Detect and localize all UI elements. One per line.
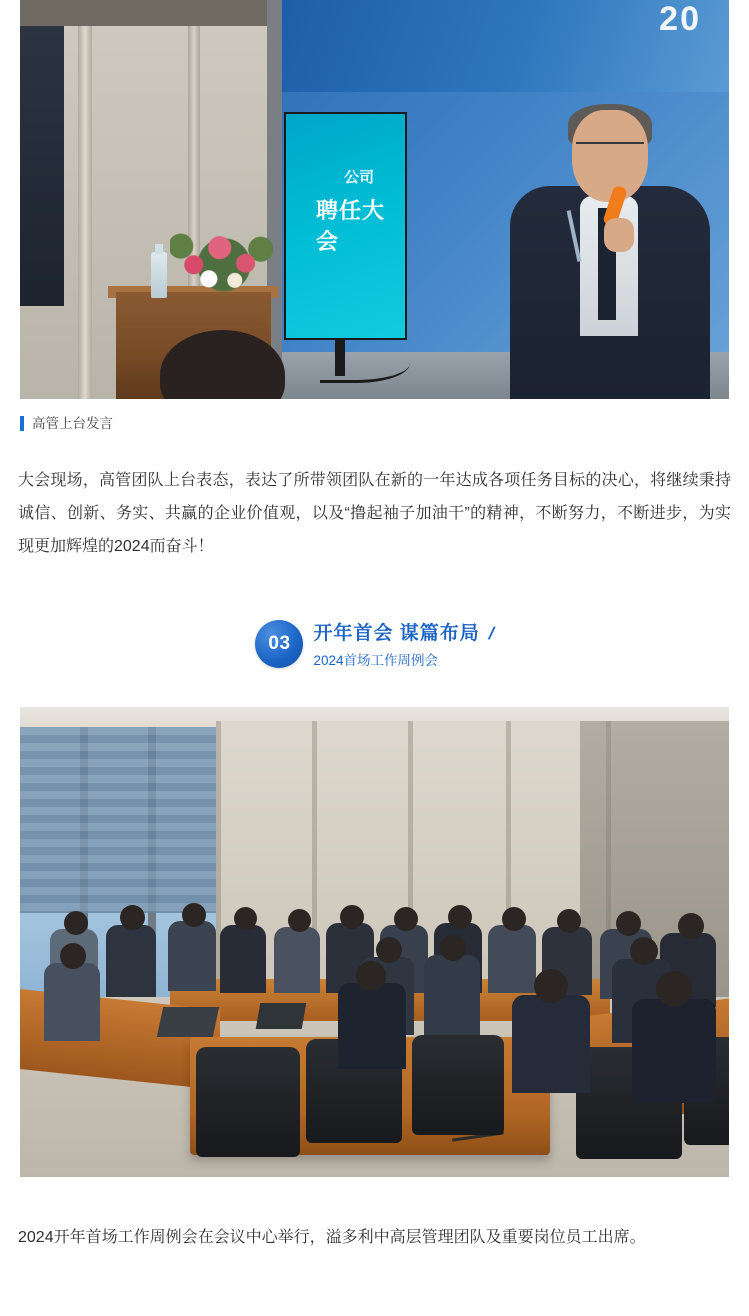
attendee-head	[440, 935, 466, 961]
photo-banner-text: 20	[659, 0, 701, 38]
photo-speaker-hand	[604, 218, 634, 252]
section-title: 开年首会 谋篇布局	[313, 623, 480, 644]
attendee-head	[678, 913, 704, 939]
attendee-head	[60, 943, 86, 969]
photo-water-bottle	[151, 252, 167, 298]
attendee-head	[288, 909, 311, 932]
attendee-head	[64, 911, 88, 935]
attendee-head	[448, 905, 472, 929]
attendee-head	[394, 907, 418, 931]
photo-tv-screen	[284, 112, 407, 340]
attendee	[106, 925, 156, 997]
section-number: 03	[268, 632, 291, 654]
section-heading-03	[0, 618, 749, 669]
photo-caption	[20, 416, 749, 431]
weekly-meeting-photo	[20, 707, 729, 1177]
photo-speaker-glasses	[576, 142, 644, 157]
photo-scene	[20, 0, 729, 399]
photo-tv-line2: 聘任大会	[316, 198, 386, 254]
attendee	[274, 927, 320, 993]
office-chair	[196, 1047, 300, 1157]
caption-accent-bar	[20, 416, 24, 431]
attendee	[424, 955, 480, 1035]
attendee	[168, 921, 216, 991]
photo-flower-arrangement	[170, 218, 278, 296]
attendee-head	[234, 907, 257, 930]
caption-text: 高管上台发言	[32, 415, 113, 431]
attendee-head	[557, 909, 581, 933]
paragraph-1: 大会现场，高管团队上台表态，表达了所带领团队在新的一年达成各项任务目标的决心，将继续秉持诚信、创新、务实、共赢的企业价值观，以及“撸起袖子加油干”的精神，不断努力，不断进步，为实现更加辉煌的2024而奋斗！	[18, 472, 731, 555]
photo-tv-stand	[335, 336, 345, 376]
attendee-front	[512, 995, 590, 1093]
attendee	[220, 925, 266, 993]
attendee-head	[616, 911, 641, 936]
attendee-front	[338, 983, 406, 1069]
attendee-front	[632, 999, 716, 1103]
paragraph-2: 2024开年首场工作周例会在会议中心举行，溢多利中高层管理团队及重要岗位员工出席。	[18, 1229, 646, 1246]
attendee-head	[534, 969, 568, 1003]
section-heading-texts	[313, 618, 497, 669]
meeting-attendees	[20, 707, 729, 1177]
section-number-badge	[255, 620, 303, 668]
photo-wall-strip	[20, 0, 267, 26]
attendee-head	[356, 961, 386, 991]
executives-speaking-photo	[20, 0, 729, 399]
attendee-head	[340, 905, 364, 929]
attendee	[488, 925, 536, 993]
office-chair	[412, 1035, 504, 1135]
photo-person-left	[20, 26, 64, 306]
photo-tv-line1: 公司	[344, 169, 375, 186]
section-title-row	[313, 618, 497, 645]
attendee-head	[630, 937, 658, 965]
section-slash-icon: /	[486, 624, 497, 643]
attendee-head	[376, 937, 402, 963]
attendee-head	[502, 907, 526, 931]
attendee-head	[656, 971, 692, 1007]
attendee-head	[182, 903, 206, 927]
section-subtitle: 2024首场工作周例会	[313, 653, 439, 668]
attendee	[44, 963, 100, 1041]
attendee-head	[120, 905, 145, 930]
